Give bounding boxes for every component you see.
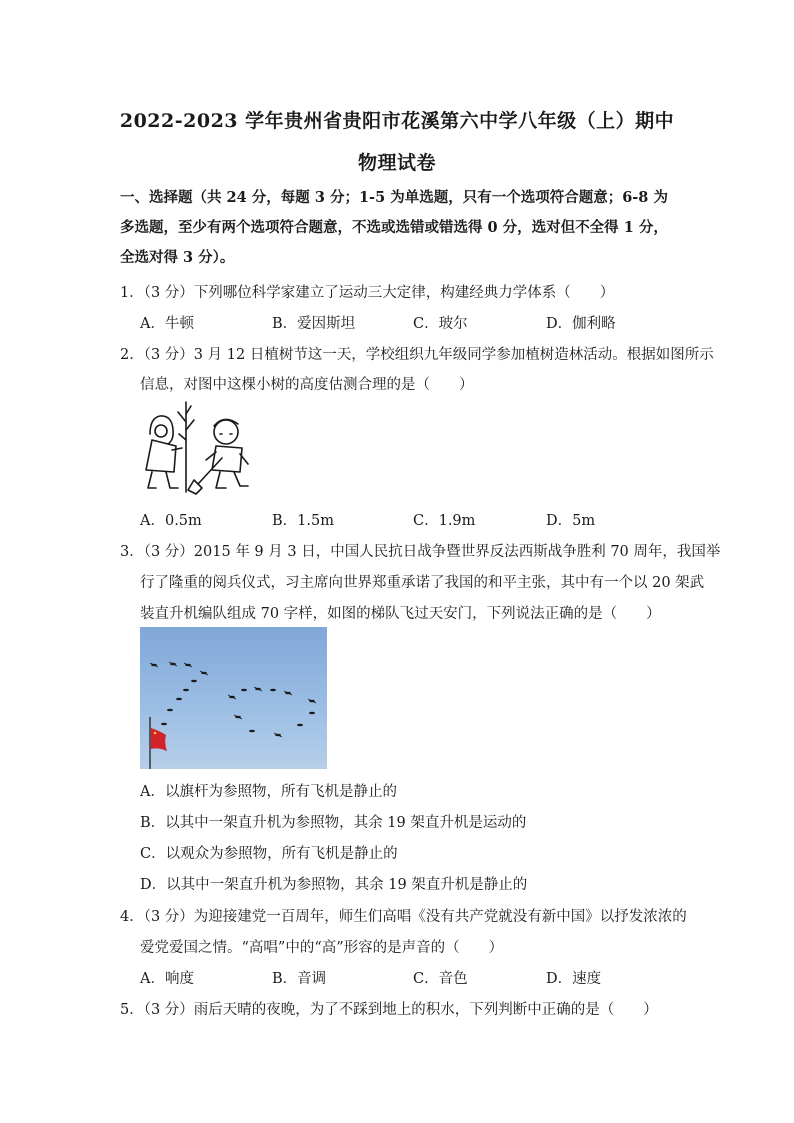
question-3-stem-line3: 装直升机编队组成 70 字样，如图的梯队飞过天安门，下列说法正确的是（ ） — [140, 606, 661, 622]
question-3-stem-line2: 行了隆重的阅兵仪式，习主席向世界郑重承诺了我国的和平主张，其中有一个以 20 架武 — [140, 575, 705, 591]
question-4-stem-line2: 爱党爱国之情。“高唱”中的“高”形容的是声音的（ ） — [140, 940, 504, 956]
question-3-option-c: C．以观众为参照物，所有飞机是静止的 — [140, 846, 398, 862]
question-4-option-c: C．音色 — [413, 971, 468, 987]
question-2-stem-line2: 信息，对图中这棵小树的高度估测合理的是（ ） — [140, 377, 474, 393]
question-1-option-a: A．牛顿 — [140, 316, 194, 332]
question-5-stem: 5．（3 分）雨后天晴的夜晚，为了不踩到地上的积水，下列判断中正确的是（ ） — [120, 1002, 658, 1018]
question-4-stem-line1: 4．（3 分）为迎接建党一百周年，师生们高唱《没有共产党就没有新中国》以抒发浓浓的 — [120, 909, 687, 925]
question-2-option-d: D．5m — [546, 513, 596, 529]
question-1-option-c: C．玻尔 — [413, 316, 468, 332]
question-4-option-d: D．速度 — [546, 971, 602, 987]
question-3-option-b: B．以其中一架直升机为参照物，其余 19 架直升机是运动的 — [140, 815, 527, 831]
question-3-stem-line1: 3．（3 分）2015 年 9 月 3 日，中国人民抗日战争暨世界反法西斯战争胜利 70 周年，我国举 — [120, 544, 721, 560]
question-1-option-b: B．爱因斯坦 — [272, 316, 356, 332]
section-instructions: 一、选择题（共 24 分，每题 3 分；1-5 为单选题，只有一个选项符合题意；6-8 为多选题，至少有两个选项符合题意，不选或选错或错选得 0 分，选对但不全得 1 分，全选对得 3 分）。 — [120, 189, 668, 266]
helicopter-formation-photo — [140, 627, 327, 769]
question-1-stem: 1．（3 分）下列哪位科学家建立了运动三大定律，构建经典力学体系（ ） — [120, 285, 615, 301]
question-2-option-a: A．0.5m — [140, 513, 202, 529]
question-3-option-a: A．以旗杆为参照物，所有飞机是静止的 — [140, 784, 397, 800]
question-1-option-d: D．伽利略 — [546, 316, 616, 332]
helicopter-icon — [151, 663, 315, 737]
exam-title-line2: 物理试卷 — [357, 152, 436, 174]
question-2-stem-line1: 2．（3 分）3 月 12 日植树节这一天，学校组织九年级同学参加植树造林活动。根据如图所示 — [120, 347, 714, 363]
question-2-option-b: B．1.5m — [272, 513, 334, 529]
question-4-option-b: B．音调 — [272, 971, 327, 987]
tree-planting-illustration — [136, 400, 266, 500]
exam-title-line1: 2022-2023 学年贵州省贵阳市花溪第六中学八年级（上）期中 — [119, 110, 675, 132]
question-2-option-c: C．1.9m — [413, 513, 476, 529]
question-3-option-d: D．以其中一架直升机为参照物，其余 19 架直升机是静止的 — [140, 877, 528, 893]
question-4-option-a: A．响度 — [140, 971, 194, 987]
